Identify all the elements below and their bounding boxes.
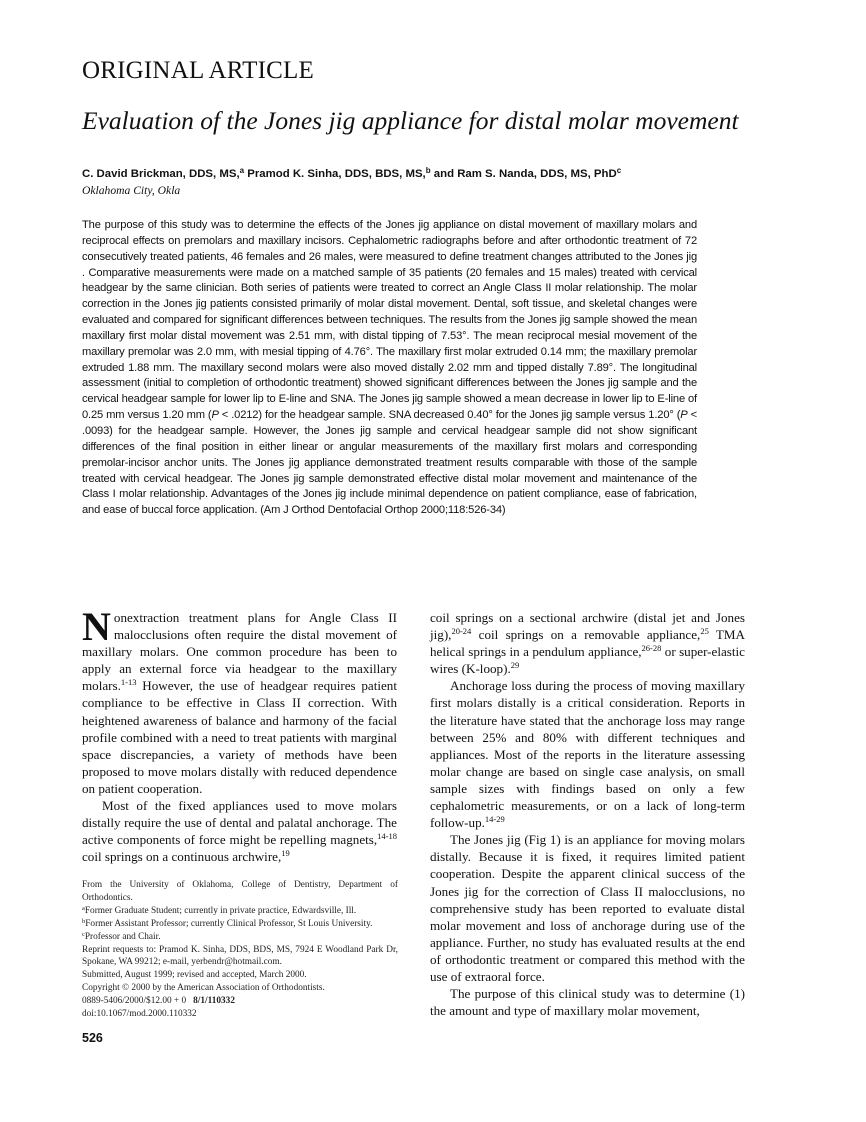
p-value-symbol: P xyxy=(211,409,219,422)
footnotes xyxy=(82,879,398,1021)
abstract xyxy=(82,218,697,519)
body-text: However, the use of headgear requires patient compliance to be effective in Class II correction. With heightened awareness of balance and harmony of the facial profile combined with a need to treat patients with marginal space discrepancies, a variety of methods have been proposed to move molars distally with reduced dependence on patient cooperation. xyxy=(82,678,397,796)
p-value-symbol: P xyxy=(680,409,688,422)
footnote-submitted: Submitted, August 1999; revised and accepted, March 2000. xyxy=(82,970,307,981)
footnote-issn xyxy=(82,995,398,1008)
issn-code: 8/1/110332 xyxy=(193,996,235,1007)
citation-ref: 14-29 xyxy=(484,814,505,825)
footnote-copyright: Copyright © 2000 by the American Association of Orthodontists. xyxy=(82,983,325,994)
body-paragraph xyxy=(430,609,745,677)
body-text: Most of the fixed appliances used to move molars distally require the use of dental and palatal anchorage. The active components of force might be repelling magnets, xyxy=(82,798,397,848)
body-text: Anchorage loss during the process of moving maxillary first molars distally is a critical consideration. Reports in the literature have stated that the anchorage loss may range between 25% and 80% with different techniques and appliances. Most of the reports in the literature assessing molar change are based on single case analysis, on small sample sizes with findings based on only a few cephalometric measurements, or on a lack of long-term follow-up. xyxy=(430,678,745,831)
footnote-c xyxy=(82,931,398,944)
citation-ref: 26-28 xyxy=(641,643,662,654)
abstract-text: < .0212) for the headgear sample. SNA decreased 0.40° for the Jones jig sample versus 1.20° ( xyxy=(218,409,681,422)
body-text: coil springs on a continuous archwire, xyxy=(82,849,282,865)
footnote-text: Former Graduate Student; currently in private practice, Edwardsville, Ill. xyxy=(84,905,357,916)
body-text: TMA helical springs in a pendulum appliance, xyxy=(430,627,745,660)
body-paragraph xyxy=(82,604,397,797)
drop-cap: N xyxy=(82,604,111,649)
citation-ref: 1-13 xyxy=(120,677,137,688)
body-paragraph: The purpose of this clinical study was to determine (1) the amount and type of maxillary molar movement, xyxy=(430,986,745,1019)
footnote-doi: doi:10.1067/mod.2000.110332 xyxy=(82,1009,197,1020)
issn-text: 0889-5406/2000/$12.00 + 0 xyxy=(82,996,187,1007)
body-column-left xyxy=(82,604,397,865)
affiliation-marker: c xyxy=(616,166,622,175)
body-text: or super-elastic wires (K-loop). xyxy=(430,644,745,677)
author-list xyxy=(82,168,621,180)
abstract-paragraph xyxy=(82,218,697,519)
citation-ref: 14-18 xyxy=(377,831,397,842)
author-location: Oklahoma City, Okla xyxy=(82,184,181,197)
affiliation-marker: b xyxy=(425,166,431,175)
body-paragraph xyxy=(82,797,397,865)
citation-ref: 19 xyxy=(281,848,290,859)
author-name: Pramod K. Sinha, DDS, BDS, MS, xyxy=(244,168,426,180)
article-title: Evaluation of the Jones jig appliance for distal molar movement xyxy=(82,106,739,135)
citation-ref: 20-24 xyxy=(451,626,472,637)
citation-ref: 29 xyxy=(510,660,520,671)
page-number: 526 xyxy=(82,1031,103,1045)
affiliation-marker: a xyxy=(239,166,245,175)
footnote-text: Professor and Chair. xyxy=(84,931,161,942)
footnote-a xyxy=(82,905,398,918)
body-column-right xyxy=(430,609,745,1019)
footnote-marker: b xyxy=(82,917,86,925)
author-name: and Ram S. Nanda, DDS, MS, PhD xyxy=(430,168,617,180)
footnote-text: Former Assistant Professor; currently Clinical Professor, St Louis University. xyxy=(85,918,373,929)
abstract-text: The purpose of this study was to determine the effects of the Jones jig appliance on distal movement of maxillary molars and reciprocal effects on premolars and maxillary incisors. Cephalometric radiographs before and after orthodontic treatment of 72 consecutively treated patients, 46 females and 26 males, were measured to define treatment changes attributed to the Jones jig . Comparative measurements were made on a matched sample of 35 patients (20 females and 15 males) treated with cervical headgear by the same clinician. Both series of patients were treated to correct an Angle Class II molar relationship. The molar correction in the Jones jig patients consisted primarily of molar distal movement. Dental, soft tissue, and skeletal changes were evaluated and compared for significant differences between techniques. The results from the Jones jig sample showed the mean maxillary first molar distal movement was 2.51 mm, with distal tipping of 7.53°. The mean reciprocal mesial movement of the maxillary premolar was 2.0 mm, with mesial tipping of 4.76°. The maxillary first molar extruded 0.14 mm; the maxillary premolar extruded 1.88 mm. The maxillary second molars were also moved distally 2.02 mm and tipped distally 7.89°. The longitudinal assessment (initial to completion of orthodontic treatment) showed significant differences between the Jones jig sample and the cervical headgear sample for lower lip to E-line and SNA. The Jones jig sample showed a mean decrease in lower lip to E-line of 0.25 mm versus 1.20 mm ( xyxy=(82,219,697,422)
footnote-b xyxy=(82,918,398,931)
body-text: coil springs on a removable appliance, xyxy=(471,627,701,643)
footnote-affiliation: From the University of Oklahoma, College of Dentistry, Department of Orthodontics. xyxy=(82,880,398,903)
abstract-text: < .0093) for the headgear sample. However, the Jones jig sample and cervical headgear sample did not show significant differences of the final position in either linear or angular measurements of the maxillary first molars and corresponding premolar-incisor anchor units. The Jones jig appliance demonstrated treatment results comparable with those of the sample treated with cervical headgear. The Jones jig sample demonstrated effective distal molar movement and maintenance of the Class I molar relationship. Advantages of the Jones jig include minimal dependence on patient compliance, ease of fabrication, and ease of buccal force application. (Am J Orthod Dentofacial Orthop 2000;118:526-34) xyxy=(82,409,697,517)
body-text: coil springs on a sectional archwire (distal jet and Jones jig), xyxy=(430,610,745,643)
footnote-marker: c xyxy=(82,930,85,938)
body-paragraph: The Jones jig (Fig 1) is an appliance for moving molars distally. Because it is fixed, it requires limited patient cooperation. Despite the apparent clinical success of the Jones jig for the correction of Class II malocclusions, no comprehensive study has been reported to evaluate distal molar movement and loss of anchorage during use of the appliance. Further, no study has evaluated results at the end of orthodontic treatment or compared this method with the use of extraoral force. xyxy=(430,832,745,984)
footnote-reprint: Reprint requests to: Pramod K. Sinha, DDS, BDS, MS, 7924 E Woodland Park Dr, Spokane, WA 99212; e-mail, yerbendr@hotmail.com. xyxy=(82,944,398,968)
body-paragraph xyxy=(430,677,745,831)
footnote-marker: a xyxy=(82,904,85,912)
body-text: onextraction treatment plans for Angle Class II malocclusions often require the distal movement of maxillary molars. One common procedure has been to apply an external force via headgear to the maxillary molars. xyxy=(82,610,397,694)
citation-ref: 25 xyxy=(700,626,709,637)
section-label: ORIGINAL ARTICLE xyxy=(82,57,314,84)
author-name: C. David Brickman, DDS, MS, xyxy=(82,168,240,180)
